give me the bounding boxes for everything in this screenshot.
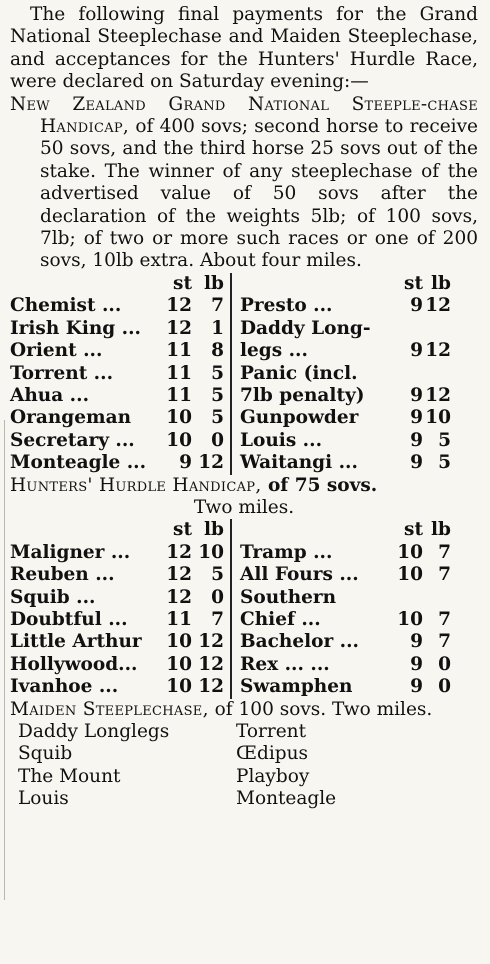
entry-row (10, 340, 230, 362)
horse-name: Southern (240, 586, 337, 608)
race2-right-st-header: st (404, 519, 423, 541)
horse-name: Irish King ... (10, 317, 141, 339)
weight-pounds: 5 (438, 429, 451, 451)
weight-pounds: 5 (438, 452, 451, 474)
weight-pounds: 12 (198, 452, 224, 474)
race2-right-lb-header: lb (431, 519, 451, 541)
race2-table (10, 519, 478, 698)
horse-name: Torrent ... (10, 362, 114, 384)
weight-pounds: 5 (211, 384, 224, 406)
weight-stone: 9 (410, 631, 423, 653)
horse-name: Louis ... (240, 429, 323, 451)
entry-row (240, 318, 451, 340)
entry-row (240, 587, 451, 609)
weight-pounds (423, 587, 451, 609)
weight-stone: 9 (410, 384, 423, 406)
weight-stone: 10 (166, 631, 192, 653)
weight-pounds: 7 (438, 541, 451, 563)
weight-stone: 12 (166, 295, 192, 317)
weight-pounds: 12 (198, 631, 224, 653)
weight-pounds: 12 (425, 384, 451, 406)
entry-row (10, 654, 230, 676)
race3-description (10, 699, 478, 721)
weight-pounds: 0 (211, 586, 224, 608)
entry-row (10, 318, 230, 340)
horse-name: Gunpowder (240, 407, 359, 429)
weight-pounds (423, 318, 451, 340)
race1-left-st-header: st (173, 272, 192, 294)
entry-row (240, 430, 451, 452)
weight-stone: 12 (166, 541, 192, 563)
weight-pounds: 12 (198, 676, 224, 698)
entry-name: Playboy (236, 765, 310, 787)
race2-left-table (10, 519, 230, 698)
horse-name: Swamphen (240, 676, 353, 698)
horse-name: Rex ... ... (240, 653, 330, 675)
entry-row (240, 340, 451, 362)
weight-pounds: 7 (211, 295, 224, 317)
weight-stone: 10 (397, 541, 423, 563)
race1-right-st-header: st (404, 272, 423, 294)
horse-name: All Fours ... (240, 564, 359, 586)
weight-pounds: 1 (211, 317, 224, 339)
horse-name: 7lb penalty) (240, 384, 365, 406)
entry-row (10, 676, 230, 698)
weight-pounds: 12 (425, 295, 451, 317)
horse-name: Presto ... (240, 295, 333, 317)
intro-paragraph: The following final payments for the Grand National Steeplechase and Maiden Steeplechase, and acceptances for the Hunters' Hurdle Race, were declared on Saturday evening:— (10, 4, 478, 93)
weight-stone: 12 (166, 317, 192, 339)
weight-stone: 10 (166, 407, 192, 429)
horse-name: Secretary ... (10, 429, 135, 451)
race3-right-list (236, 721, 336, 811)
weight-pounds: 5 (211, 362, 224, 384)
race1-table (10, 273, 478, 475)
race2-distance: Two miles. (193, 496, 295, 518)
race3-left-list (18, 721, 236, 811)
entry-row (10, 385, 230, 407)
horse-name: Ivanhoe ... (10, 676, 119, 698)
entry-row (240, 631, 451, 653)
weight-stone: 11 (166, 362, 192, 384)
entry-row (10, 407, 230, 429)
weight-stone: 10 (166, 653, 192, 675)
horse-name: Doubtful ... (10, 608, 128, 630)
race1-left-table (10, 273, 230, 475)
horse-name: Daddy Long- (240, 317, 371, 339)
horse-name: Little Arthur (10, 631, 142, 653)
entry-row (10, 587, 230, 609)
entry-row (240, 407, 451, 429)
race2-description (10, 475, 478, 497)
weight-pounds: 5 (211, 564, 224, 586)
weight-stone: 10 (397, 564, 423, 586)
entry-row (240, 363, 451, 385)
weight-stone: 9 (410, 295, 423, 317)
race2-title: Hunters' Hurdle Handicap, (10, 474, 262, 496)
entry-name: The Mount (18, 765, 121, 787)
race2-divider (230, 519, 232, 698)
weight-stone (395, 363, 423, 385)
weight-stone: 12 (166, 564, 192, 586)
weight-pounds: 7 (438, 608, 451, 630)
race1-divider (230, 273, 232, 475)
race1-description (10, 94, 478, 273)
horse-name: Orangeman (10, 407, 132, 429)
race1-right-table (240, 273, 451, 475)
weight-stone: 11 (166, 384, 192, 406)
horse-name: legs ... (240, 340, 308, 362)
weight-pounds: 12 (425, 340, 451, 362)
weight-pounds: 10 (425, 407, 451, 429)
horse-name: Chemist ... (10, 295, 122, 317)
weight-stone: 10 (397, 608, 423, 630)
weight-stone: 9 (179, 452, 192, 474)
entry-name: Daddy Longlegs (18, 721, 170, 742)
horse-name: Hollywood... (10, 653, 138, 675)
weight-stone: 9 (410, 676, 423, 698)
weight-pounds: 7 (438, 631, 451, 653)
race2-left-st-header: st (173, 519, 192, 541)
horse-name: Chief ... (240, 608, 321, 630)
entry-row (10, 609, 230, 631)
horse-name: Waitangi ... (240, 452, 358, 474)
weight-stone: 9 (410, 653, 423, 675)
horse-name: Maligner ... (10, 541, 131, 563)
entry-row (10, 430, 230, 452)
weight-pounds: 10 (198, 541, 224, 563)
weight-pounds: 5 (211, 407, 224, 429)
entry-row (240, 452, 451, 474)
entry-row (10, 295, 230, 317)
entry-row (240, 654, 451, 676)
weight-stone: 11 (166, 340, 192, 362)
entry-row (240, 609, 451, 631)
horse-name: Tramp ... (240, 541, 333, 563)
article-column (10, 4, 478, 811)
race1-title: New Zealand Grand National Steeple-chase Handicap, (10, 93, 478, 138)
race2-right-table (240, 519, 451, 698)
race3-conditions: of 100 sovs. Two miles. (208, 698, 433, 720)
entry-row (10, 564, 230, 586)
race2-left-lb-header: lb (204, 519, 224, 541)
horse-name: Panic (incl. (240, 362, 358, 384)
weight-stone: 12 (166, 586, 192, 608)
weight-stone: 10 (166, 429, 192, 451)
entry-name: Louis (18, 788, 69, 810)
weight-pounds: 0 (438, 653, 451, 675)
race1-conditions: of 400 sovs; second horse to receive 50 sovs, and the third horse 25 sovs out of the stake. The winner of any steeplechase of the advertised value of 50 sovs after the declaration of the weights 5lb; of 100 sovs, 7lb; of two or more such races or one of 200 sovs, 10lb extra. About four miles. (40, 116, 478, 272)
weight-stone: 9 (410, 452, 423, 474)
horse-name: Ahua ... (10, 384, 90, 406)
weight-pounds: 7 (211, 608, 224, 630)
weight-stone (395, 587, 423, 609)
horse-name: Squib ... (10, 586, 96, 608)
weight-pounds (423, 363, 451, 385)
horse-name: Reuben ... (10, 564, 115, 586)
entry-name: Œdipus (236, 743, 309, 765)
weight-stone: 10 (166, 676, 192, 698)
entry-row (240, 676, 451, 698)
entry-row (10, 631, 230, 653)
entry-row (240, 564, 451, 586)
entry-row (240, 385, 451, 407)
weight-pounds: 0 (438, 676, 451, 698)
weight-stone: 11 (166, 608, 192, 630)
scan-edge-mark (4, 420, 9, 900)
horse-name: Orient ... (10, 340, 103, 362)
weight-pounds: 12 (198, 653, 224, 675)
entry-row (10, 542, 230, 564)
weight-stone: 9 (410, 429, 423, 451)
entry-row (240, 295, 451, 317)
race2-conditions: of 75 sovs. (261, 474, 378, 496)
weight-stone: 9 (410, 340, 423, 362)
weight-stone (395, 318, 423, 340)
entry-row (240, 542, 451, 564)
weight-stone: 9 (410, 407, 423, 429)
entry-name: Torrent (236, 721, 307, 742)
race3-title: Maiden Steeplechase, (10, 698, 209, 720)
horse-name: Monteagle ... (10, 452, 147, 474)
entry-row (10, 363, 230, 385)
weight-pounds: 7 (438, 564, 451, 586)
horse-name: Bachelor ... (240, 631, 359, 653)
weight-pounds: 0 (211, 429, 224, 451)
race1-left-lb-header: lb (204, 272, 224, 294)
entry-name: Monteagle (236, 788, 337, 810)
entry-name: Squib (18, 743, 73, 765)
weight-pounds: 8 (211, 340, 224, 362)
race1-right-lb-header: lb (431, 272, 451, 294)
race3-entries (18, 721, 478, 811)
entry-row (10, 452, 230, 474)
